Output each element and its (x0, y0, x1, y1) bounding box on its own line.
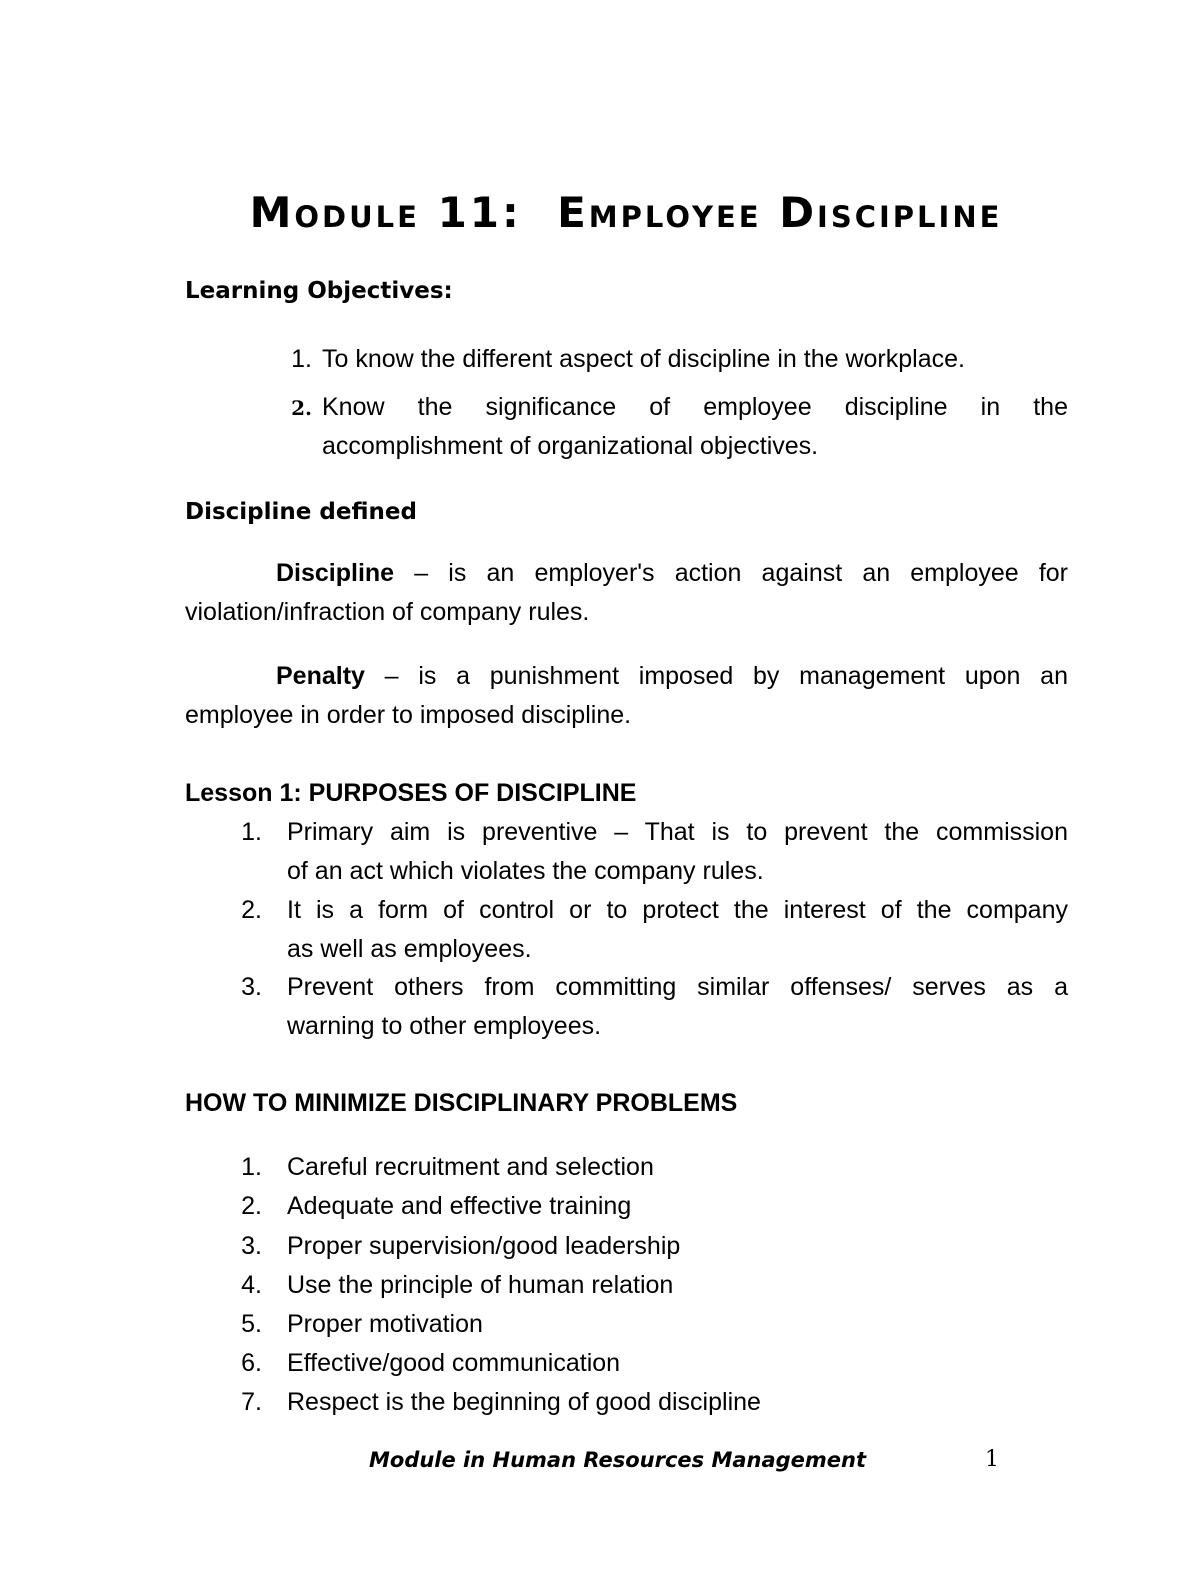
title-rest: Employee Discipline (557, 188, 1003, 237)
minimize-item: Use the principle of human relation (287, 1271, 674, 1299)
definitions-heading: Discipline defined (185, 499, 417, 525)
page-title (0, 183, 1200, 243)
minimize-number: 5. (241, 1310, 262, 1338)
lesson1-number: 3. (241, 973, 262, 1001)
minimize-item: Proper supervision/good leadership (287, 1232, 681, 1260)
minimize-item: Careful recruitment and selection (287, 1153, 654, 1181)
lesson1-heading: Lesson 1: PURPOSES OF DISCIPLINE (185, 779, 637, 807)
minimize-item: Adequate and effective training (287, 1192, 632, 1220)
minimize-item: Effective/good communication (287, 1349, 621, 1377)
penalty-text-line2: employee in order to imposed discipline. (185, 701, 632, 729)
minimize-number: 7. (241, 1388, 262, 1416)
minimize-item: Respect is the beginning of good discipline (287, 1388, 761, 1416)
lesson1-item-line2: as well as employees. (287, 935, 532, 963)
minimize-number: 4. (241, 1271, 262, 1299)
objectives-heading: Learning Objectives: (185, 278, 453, 304)
lesson1-item-line2: of an act which violates the company rules. (287, 857, 764, 885)
lesson1-item-line1: Primary aim is preventive – That is to prevent the commission (287, 818, 1068, 846)
lesson1-item-line1: Prevent others from committing similar offenses/ serves as a (287, 973, 1068, 1001)
discipline-definition (185, 554, 1068, 632)
minimize-number: 6. (241, 1349, 262, 1377)
penalty-text-line1: – is a punishment imposed by management upon an (364, 662, 1068, 690)
minimize-heading: HOW TO MINIMIZE DISCIPLINARY PROBLEMS (185, 1089, 738, 1117)
lesson1-number: 1. (241, 818, 262, 846)
lesson1-item-line2: warning to other employees. (287, 1012, 602, 1040)
objective-number: 1. (291, 345, 312, 373)
objective-number: 2. (291, 396, 312, 420)
page-number: 1 (985, 1447, 999, 1472)
title-prefix: Module 11: (249, 188, 522, 237)
penalty-definition (185, 657, 1068, 735)
objective-item: To know the different aspect of discipline in the workplace. (322, 345, 965, 373)
lesson1-number: 2. (241, 896, 262, 924)
lesson1-item-line1: It is a form of control or to protect the interest of the company (287, 896, 1068, 924)
objective-item-line2: accomplishment of organizational objectives. (322, 432, 819, 460)
minimize-number: 2. (241, 1192, 262, 1220)
discipline-text-line1: – is an employer's action against an employee for (394, 559, 1068, 587)
minimize-number: 3. (241, 1232, 262, 1260)
objective-item-line1: Know the significance of employee discipline in the (322, 393, 1068, 421)
minimize-item: Proper motivation (287, 1310, 483, 1338)
discipline-term: Discipline (276, 559, 395, 587)
penalty-term: Penalty (276, 662, 365, 690)
minimize-number: 1. (241, 1153, 262, 1181)
page-footer: Module in Human Resources Management (369, 1448, 867, 1472)
discipline-text-line2: violation/infraction of company rules. (185, 598, 590, 626)
